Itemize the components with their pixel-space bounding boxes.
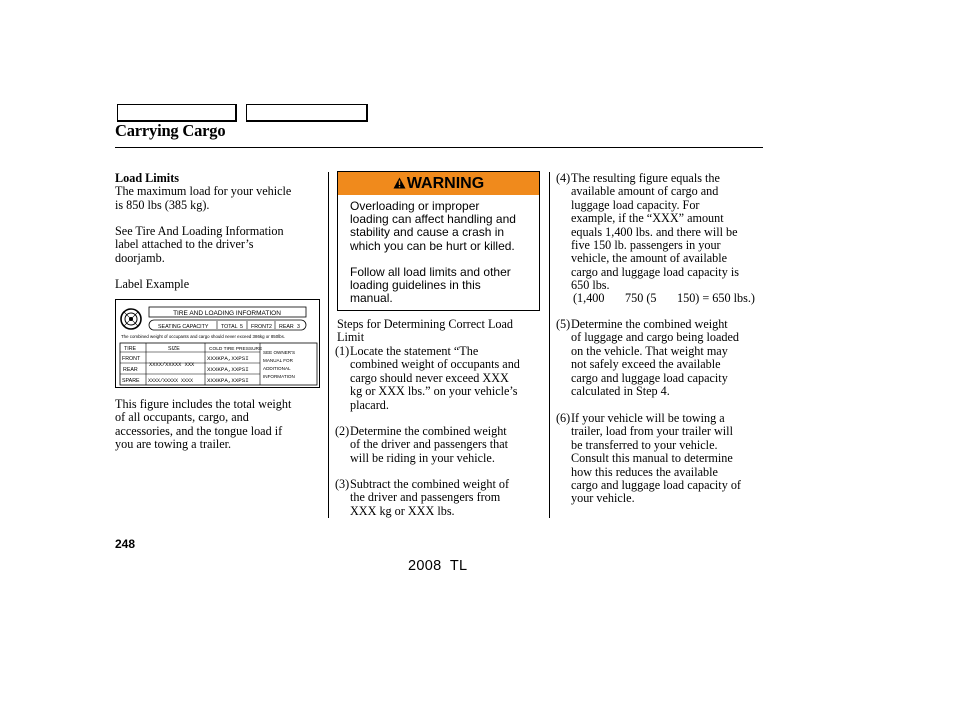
rear-label: REAR: [279, 324, 294, 330]
warning-paragraph-2: [350, 266, 535, 306]
warning-triangle-icon: [393, 177, 406, 189]
load-limits-text: [115, 185, 320, 212]
load-limits-heading: Load Limits: [115, 171, 179, 185]
text-line: This figure includes the total weight: [115, 397, 292, 411]
step-number: (2): [335, 424, 350, 438]
text-line: available amount of cargo and: [571, 184, 719, 199]
step-text: [350, 478, 509, 518]
text-line: cargo should never exceed XXX: [350, 370, 509, 385]
text-line: be transferred to your vehicle.: [571, 437, 718, 452]
step-6: [556, 412, 766, 508]
step-number: (4): [556, 171, 571, 185]
formula-part: 750 (5: [625, 291, 657, 305]
step-text: [571, 172, 739, 293]
text-line: of luggage and cargo being loaded: [571, 330, 739, 345]
column-divider-2: [549, 172, 550, 518]
front-label: FRONT: [251, 324, 270, 330]
text-line: equals 1,400 lbs. and there will be: [571, 224, 738, 239]
tire-label-graphic: [116, 300, 321, 389]
step-number: (3): [335, 477, 350, 491]
warning-paragraph-1: [350, 200, 535, 253]
step-text: [571, 412, 741, 506]
seating-capacity-label: SEATING CAPACITY: [158, 324, 209, 330]
text-line: the driver and passengers from: [350, 490, 501, 505]
combined-weight-line: The combined weight of occupants and cargo should never exceed 386kg or 850lbs.: [121, 334, 286, 339]
row-rear: REAR: [123, 367, 138, 373]
text-line: loading can affect handling and: [350, 212, 516, 227]
step-number: (1): [335, 344, 350, 358]
step-text: [350, 425, 508, 465]
text-line: calculated in Step 4.: [571, 384, 670, 399]
see-manual-1: SEE OWNER'S: [263, 350, 296, 355]
load-limits-section: [115, 172, 320, 212]
text-line: luggage load capacity. For: [571, 197, 700, 212]
text-line: combined weight of occupants and: [350, 357, 520, 372]
text-line: Follow all load limits and other: [350, 264, 511, 279]
header-tab-left: [117, 104, 237, 122]
text-line: 650 lbs.: [571, 278, 610, 293]
step-3: [335, 478, 547, 520]
step-number: (5): [556, 317, 571, 331]
see-manual-4: INFORMATION: [263, 374, 295, 379]
text-line: The maximum load for your vehicle: [115, 184, 292, 199]
rear-value: 3: [297, 324, 300, 330]
text-line: of the driver and passengers that: [350, 437, 509, 452]
title-rule: [115, 147, 763, 148]
text-line: which you can be hurt or killed.: [350, 238, 515, 253]
table-header-size: SIZE: [168, 346, 180, 352]
text-line: example, if the “XXX” amount: [571, 211, 724, 226]
tire-label-reference: [115, 225, 320, 265]
weight-explanation: [115, 398, 325, 452]
front-value: 2: [269, 324, 272, 330]
step-1: [335, 345, 547, 415]
warning-text: [350, 200, 535, 318]
step-5: [556, 318, 766, 400]
formula-part: (1,400: [573, 291, 605, 305]
pressure-rear: XXXKPA,XXPSI: [207, 366, 249, 373]
text-line: vehicle, the amount of available: [571, 251, 728, 266]
text-line: cargo and luggage load capacity of: [571, 478, 741, 493]
total-label: TOTAL: [221, 324, 238, 330]
tire-loading-label-illustration: [115, 299, 320, 388]
tire-icon: [121, 309, 141, 329]
size-main: XXXX/XXXXX XXX: [149, 362, 195, 368]
total-value: 5: [240, 324, 243, 330]
text-line: stability and cause a crash in: [350, 225, 505, 240]
text-line: your vehicle.: [571, 491, 635, 506]
column-divider-1: [328, 172, 329, 518]
text-line: The resulting figure equals the: [571, 171, 720, 185]
text-line: is 850 lbs (385 kg).: [115, 197, 210, 212]
text-line: If your vehicle will be towing a: [571, 411, 725, 425]
text-line: Consult this manual to determine: [571, 451, 733, 466]
text-line: of all occupants, cargo, and: [115, 410, 249, 425]
text-line: See Tire And Loading Information: [115, 224, 284, 238]
header-tab-right: [246, 104, 368, 122]
text-line: on the vehicle. That weight may: [571, 343, 728, 358]
text-line: Limit: [337, 330, 365, 345]
row-front: FRONT: [122, 356, 141, 362]
text-line: manual.: [350, 291, 393, 306]
text-line: cargo and luggage load capacity: [571, 370, 728, 385]
table-header-tire: TIRE: [124, 346, 137, 352]
footer-model: 2008 TL: [408, 558, 468, 574]
warning-title-text: WARNING: [406, 175, 485, 192]
text-line: will be riding in your vehicle.: [350, 450, 495, 465]
page-title: Carrying Cargo: [115, 121, 226, 140]
text-line: kg or XXX lbs.” on your vehicle’s: [350, 384, 518, 399]
text-line: how this reduces the available: [571, 464, 718, 479]
text-line: you are towing a trailer.: [115, 437, 232, 452]
text-line: five 150 lb. passengers in your: [571, 238, 721, 253]
see-manual-2: MANUAL FOR: [263, 358, 293, 363]
text-line: Steps for Determining Correct Load: [337, 317, 513, 331]
pressure-front: XXXKPA,XXPSI: [207, 355, 249, 362]
table-header-pressure: COLD TIRE PRESSURE: [209, 347, 263, 352]
text-line: not safely exceed the available: [571, 357, 721, 372]
warning-box: [337, 171, 540, 311]
text-line: accessories, and the tongue load if: [115, 423, 283, 438]
step-4: [556, 172, 766, 294]
text-line: cargo and luggage load capacity is: [571, 264, 739, 279]
step-2: [335, 425, 547, 467]
step-text: [350, 345, 520, 412]
example-formula: [573, 292, 773, 306]
formula-part: 150) = 650 lbs.): [677, 291, 755, 305]
text-line: trailer, load from your trailer will: [571, 424, 733, 439]
text-line: Overloading or improper: [350, 199, 480, 213]
pressure-spare: XXXKPA,XXPSI: [207, 377, 249, 384]
label-example-caption: Label Example: [115, 277, 190, 291]
text-line: Subtract the combined weight of: [350, 477, 510, 491]
text-line: loading guidelines in this: [350, 278, 481, 293]
text-line: label attached to the driver’s: [115, 237, 254, 252]
step-text: [571, 318, 739, 398]
row-spare: SPARE: [122, 378, 140, 384]
page-number: 248: [115, 537, 136, 551]
text-line: XXX kg or XXX lbs.: [350, 503, 455, 518]
text-line: Determine the combined weight: [350, 424, 507, 438]
size-spare: XXXX/XXXXX XXXX: [148, 378, 194, 384]
label-title: TIRE AND LOADING INFORMATION: [173, 310, 281, 317]
warning-title: [338, 172, 539, 195]
steps-heading: [337, 318, 547, 345]
step-number: (6): [556, 411, 571, 425]
text-line: doorjamb.: [115, 250, 165, 265]
see-manual-3: ADDITIONAL: [263, 366, 291, 371]
text-line: Determine the combined weight: [571, 317, 728, 331]
text-line: Locate the statement “The: [350, 344, 479, 358]
text-line: placard.: [350, 397, 389, 412]
